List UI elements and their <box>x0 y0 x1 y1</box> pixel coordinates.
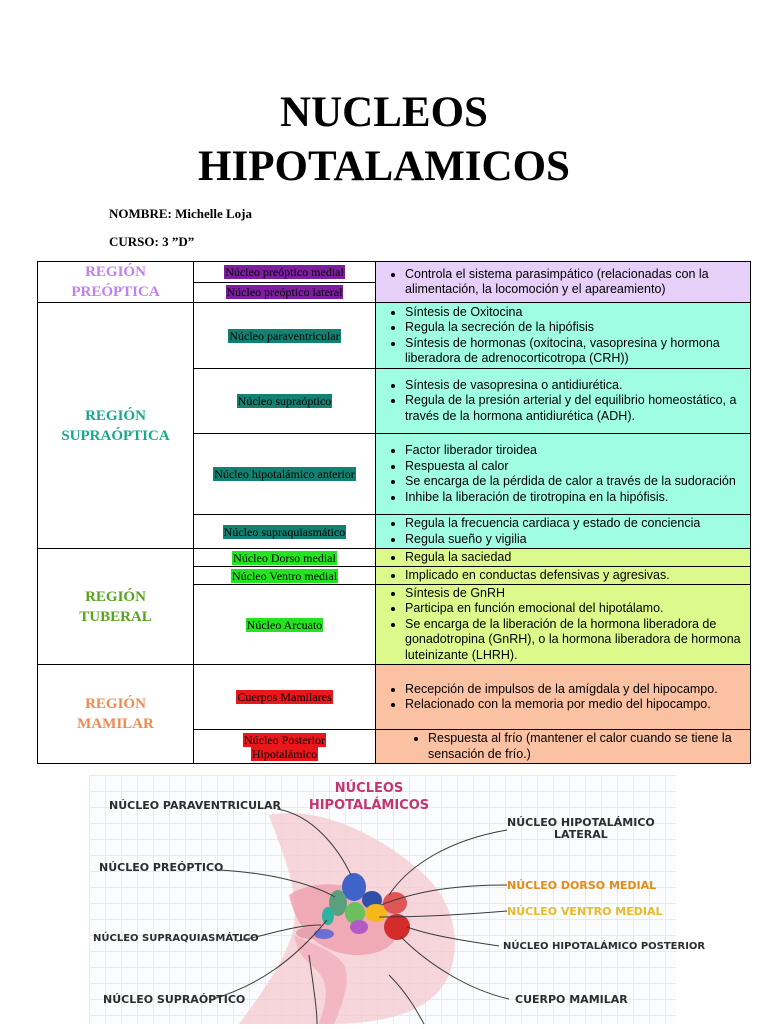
table-row <box>38 665 751 730</box>
title-line-2: HIPOTALAMICOS <box>198 143 570 190</box>
nuclei-table <box>37 261 751 764</box>
function-item: • Regula la frecuencia cardiaca y estado de conciencia <box>405 516 746 532</box>
nucleus-name: Núcleo paraventricular <box>229 328 340 343</box>
functions-cell <box>376 303 751 369</box>
function-item: • Regula de la presión arterial y del equilibrio homeostático, a través de la hormona antidiurética (ADH). <box>405 393 746 424</box>
function-item: • Recepción de impulsos de la amígdala y del hipocampo. <box>405 682 746 698</box>
functions-cell <box>376 549 751 567</box>
function-item: • Síntesis de GnRH <box>405 586 746 602</box>
nucleus-cell <box>194 262 376 283</box>
label-ventro-medial: NÚCLEO VENTRO MEDIAL <box>507 905 663 918</box>
nucleus-cell <box>194 585 376 665</box>
functions-cell <box>376 434 751 515</box>
nucleus-cell <box>194 369 376 434</box>
table-row <box>38 549 751 567</box>
region-preoptica: REGIÓN PREÓPTICA <box>38 262 194 303</box>
label-supraoptico: NÚCLEO SUPRAÓPTICO <box>103 993 246 1006</box>
nucleus-cell <box>194 549 376 567</box>
nucleus-name: Núcleo supraquiasmático <box>223 524 346 539</box>
table-row <box>38 262 751 283</box>
student-name: NOMBRE: Michelle Loja <box>109 206 252 221</box>
label-cuerpo-mamilar: CUERPO MAMILAR <box>515 993 628 1006</box>
label-supraquiasmatico: NÚCLEO SUPRAQUIASMÁTICO <box>93 933 259 944</box>
function-item: • Respuesta al frío (mantener el calor cuando se tiene la sensación de frío.) <box>428 731 746 762</box>
function-item: • Respuesta al calor <box>405 459 746 475</box>
functions-cell <box>376 665 751 730</box>
region-supraoptica: REGIÓN SUPRAÓPTICA <box>38 303 194 549</box>
function-item: • Factor liberador tiroidea <box>405 443 746 459</box>
functions-cell <box>376 585 751 665</box>
function-item: • Relacionado con la memoria por medio del hipocampo. <box>405 697 746 713</box>
functions-cell <box>376 567 751 585</box>
functions-cell <box>376 262 751 303</box>
nucleus-name: Núcleo Dorso medial <box>233 550 336 565</box>
function-item: • Regula la saciedad <box>405 550 746 566</box>
functions-cell <box>376 730 751 764</box>
label-paraventricular: NÚCLEO PARAVENTRICULAR <box>109 799 282 812</box>
nucleus-name: Núcleo Ventro medial <box>231 568 338 583</box>
functions-cell <box>376 369 751 434</box>
function-item: • Implicado en conductas defensivas y agresivas. <box>405 568 746 584</box>
nucleus-name: Núcleo Posterior <box>244 732 325 747</box>
function-item: • Síntesis de vasopresina o antidiurética. <box>405 378 746 394</box>
nucleus-name: Núcleo Arcuato <box>246 617 323 632</box>
nucleus-name: Núcleo hipotalámico anterior <box>214 467 355 481</box>
student-course: CURSO: 3 ”D” <box>109 234 195 249</box>
function-item: • Regula la secreción de la hipófisis <box>405 320 746 336</box>
document-title <box>0 86 768 194</box>
nucleus-cell <box>194 282 376 303</box>
function-item: • Se encarga de la pérdida de calor a través de la sudoración <box>405 474 746 490</box>
function-item: • Regula sueño y vigilia <box>405 532 746 548</box>
nucleus-name: Cuerpos Mamilares <box>237 690 332 704</box>
nucleus-name: Núcleo supraóptico <box>237 394 332 408</box>
hypothalamus-diagram <box>89 775 706 1024</box>
function-item: • Inhibe la liberación de tirotropina en la hipófisis. <box>405 490 746 506</box>
nucleus-name: Núcleo preóptico lateral <box>226 285 343 300</box>
region-mamilar: REGIÓN MAMILAR <box>38 665 194 764</box>
nucleus-name: Hipotalámico <box>251 746 318 761</box>
region-tuberal: REGIÓN TUBERAL <box>38 549 194 665</box>
nucleus-cell <box>194 567 376 585</box>
title-line-1: NUCLEOS <box>280 89 488 136</box>
nucleus-cell <box>194 434 376 515</box>
nucleus-cell <box>194 665 376 730</box>
function-item: • Síntesis de hormonas (oxitocina, vasopresina y hormona liberadora de adrenocorticotropa (CRH)) <box>405 336 746 367</box>
function-item: • Se encarga de la liberación de la hormona liberadora de gonadotropina (GnRH), o la hormona liberadora de hormona luteinizante (LHRH). <box>405 617 746 664</box>
function-item: • Participa en función emocional del hipotálamo. <box>405 601 746 617</box>
nucleus-cell <box>194 303 376 369</box>
nucleus-cell <box>194 730 376 764</box>
table-row <box>38 303 751 369</box>
label-hipotalamico-lateral: NÚCLEO HIPOTALÁMICO LATERAL <box>507 816 655 841</box>
label-hipotalamico-posterior: NÚCLEO HIPOTALÁMICO POSTERIOR <box>503 941 706 952</box>
diagram-title: NÚCLEOS HIPOTALÁMICOS <box>308 781 430 813</box>
nucleus-name: Núcleo preóptico medial <box>225 264 344 279</box>
label-dorso-medial: NÚCLEO DORSO MEDIAL <box>507 879 657 892</box>
functions-cell <box>376 515 751 549</box>
label-preoptico: NÚCLEO PREÓPTICO <box>99 861 224 874</box>
nucleus-cell <box>194 515 376 549</box>
function-item: • Síntesis de Oxitocina <box>405 305 746 321</box>
function-item: • Controla el sistema parasimpático (relacionadas con la alimentación, la locomoción y el apareamiento) <box>405 267 746 298</box>
